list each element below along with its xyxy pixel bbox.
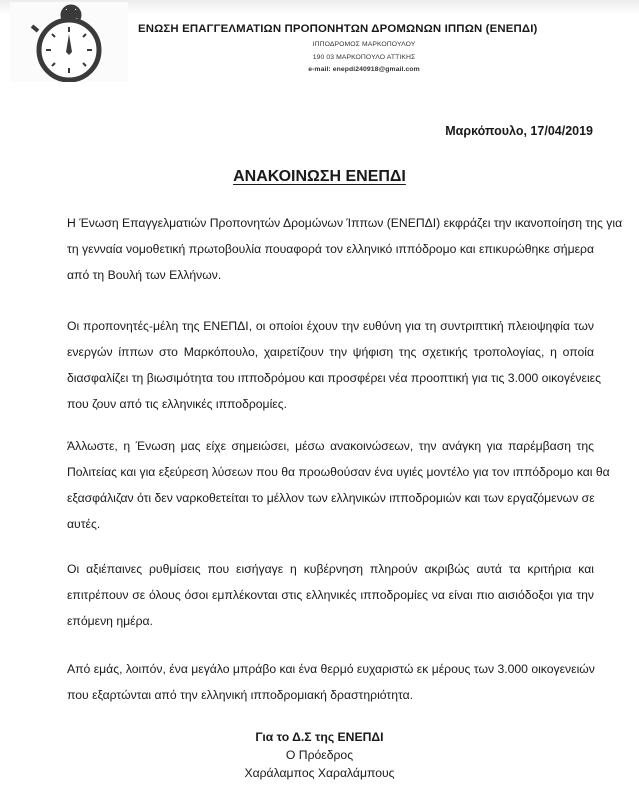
paragraph-line: αυτές.: [67, 517, 101, 531]
signature-role: Ο Πρόεδρος: [285, 748, 354, 762]
paragraph-line: ενεργών ίππων στο Μαρκόπουλο, χαιρετίζουν την ψήφιση της σχετικής τροπολογίας, η οποία: [67, 345, 594, 359]
address-line-2-text: 190 03 ΜΑΡΚΟΠΟΥΛΟ ΑΤΤΙΚΗΣ: [312, 54, 416, 61]
paragraph-line: Πολιτείας και για εξεύρεση λύσεων που θα προωθούσαν ένα υγιές μοντέλο για τον ιππόδρομο και θα: [67, 465, 610, 479]
signature-on-behalf: Για το Δ.Σ της ΕΝΕΠΔΙ: [255, 730, 384, 744]
paragraph-2: [67, 313, 601, 417]
signature-block: [0, 728, 639, 782]
paragraph-line: εξασφάλιζαν ότι δεν ναρκοθετείται το μέλλον των ελληνικών ιπποδρομιών και των εργαζόμενων σε: [67, 491, 595, 505]
paragraph-line: Από εμάς, λοιπόν, ένα μεγάλο μπράβο και ένα θερμό ευχαριστώ εκ μέρους των 3.000 οικογενειών: [67, 662, 595, 676]
paragraph-line: Η Ένωση Επαγγελματιών Προπονητών Δρομώνων Ίππων (ΕΝΕΠΔΙ) εκφράζει την ικανοποίηση της για: [67, 216, 623, 230]
paragraph-line: Οι αξιέπαινες ρυθμίσεις που εισήγαγε η κυβέρνηση πληρούν ακριβώς αυτά τα κριτήρια και: [67, 562, 594, 576]
paragraph-line: διασφαλίζει τη βιωσιμότητα του ιπποδρόμου και προσφέρει νέα προοπτική για τις 3.000 οικογένειες: [67, 371, 601, 385]
email-line-text: e-mail: enepdi240918@gmail.com: [308, 66, 420, 73]
paragraph-5: [67, 656, 594, 708]
paragraph-line: Οι προπονητές-μέλη της ΕΝΕΠΔΙ, οι οποίοι έχουν την ευθύνη για τη συντριπτική πλειοψηφία των: [67, 319, 594, 333]
paragraph-line: από τη Βουλή των Ελλήνων.: [67, 268, 222, 282]
document-title: [0, 168, 639, 186]
place-date: Μαρκόπουλο, 17/04/2019: [445, 124, 593, 138]
paragraph-line: τη γενναία νομοθετική πρωτοβουλία πουαφορά τον ελληνικό ιππόδρομο και επικυρώθηκε σήμερα: [67, 242, 594, 256]
paragraph-1: [67, 210, 623, 288]
signature-name: Χαράλαμπος Χαραλάμπους: [244, 766, 395, 780]
address-line-1-text: ΙΠΠΟΔΡΟΜΟΣ ΜΑΡΚΟΠΟΥΛΟΥ: [312, 41, 416, 48]
paragraph-line: που ζουν από τις ελληνικές ιπποδρομίες.: [67, 397, 287, 411]
logo: [10, 2, 128, 82]
paragraph-3: [67, 433, 610, 537]
letterhead: [0, 0, 639, 84]
paragraph-line: επιτρέπουν σε όλους όσοι εμπλέκονται στις ελληνικές ιπποδρομίες να είναι πιο αισιόδοξοι για την: [67, 588, 594, 602]
paragraph-line: Άλλωστε, η Ένωση μας είχε σημειώσει, μέσω ανακοινώσεων, την ανάγκη για παρέμβαση της: [67, 439, 594, 453]
paragraph-line: που εξαρτώνται από την ελληνική ιπποδρομιακή δραστηριότητα.: [67, 688, 414, 702]
document-title-text: ΑΝΑΚΟΙΝΩΣΗ ΕΝΕΠΔΙ: [233, 168, 406, 185]
organization-name: ΕΝΩΣΗ ΕΠΑΓΓΕΛΜΑΤΙΩΝ ΠΡΟΠΟΝΗΤΩΝ ΔΡΟΜΩΝΩΝ ΙΠΠΩΝ (ΕΝΕΠΔΙ): [138, 23, 538, 35]
paragraph-line: επόμενη ημέρα.: [67, 614, 153, 628]
paragraph-4: [67, 556, 594, 634]
